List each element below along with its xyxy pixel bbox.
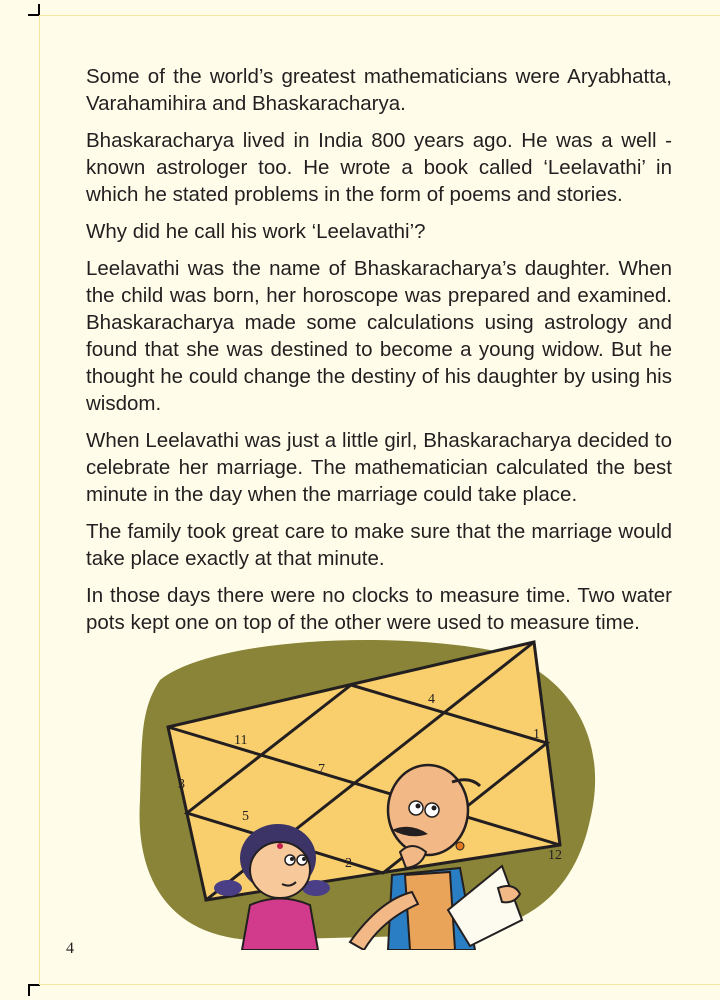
house-number-7: 7 xyxy=(318,762,325,777)
girl-pigtail-left xyxy=(214,880,242,896)
house-number-11: 11 xyxy=(234,733,248,748)
man-earring xyxy=(456,842,464,850)
man-pupil-right xyxy=(432,806,437,811)
paragraph-2: Bhaskaracharya lived in India 800 years ago. He was a well -known astrologer too. He wrote a book called ‘Leelavathi’ in which he stated problems in the form of poems and stories. xyxy=(86,129,672,206)
paragraph-1: Some of the world’s greatest mathematicians were Aryabhatta, Varahamihira and Bhaskaracharya. xyxy=(86,65,672,115)
man-eye-right xyxy=(425,803,439,817)
girl-pupil-left xyxy=(290,857,294,861)
horoscope-illustration xyxy=(130,630,600,950)
page-edge-bottom xyxy=(40,984,720,985)
page-edge-left xyxy=(39,15,40,985)
house-number-1: 1 xyxy=(533,727,540,742)
crop-mark-bottom-v xyxy=(28,984,30,996)
house-number-4: 4 xyxy=(428,692,435,707)
house-number-5: 5 xyxy=(242,809,249,824)
girl-pupil-right xyxy=(302,857,306,861)
man-eye-left xyxy=(409,801,423,815)
paragraph-4: Leelavathi was the name of Bhaskaracharya’s daughter. When the child was born, her horoscope was prepared and examined. Bhaskaracharya made some calculations using astrology and found that she was destined to become a young widow. But he thought he could change the destiny of his daughter by using his wisdom. xyxy=(86,257,672,415)
page-number: 4 xyxy=(66,940,74,957)
house-number-3: 3 xyxy=(178,777,185,792)
paragraph-3: Why did he call his work ‘Leelavathi’? xyxy=(86,220,426,243)
man-pupil-left xyxy=(416,804,421,809)
house-number-2: 2 xyxy=(345,856,352,871)
paragraph-5: When Leelavathi was just a little girl, Bhaskaracharya decided to celebrate her marriage. The mathematician calculated the best minute in the day when the marriage could take place. xyxy=(86,429,672,506)
girl-bindi xyxy=(277,843,283,849)
paragraph-6: The family took great care to make sure that the marriage would take place exactly at that minute. xyxy=(86,520,672,570)
girl-face xyxy=(250,842,310,898)
page-edge-top xyxy=(40,15,720,16)
paragraph-7: In those days there were no clocks to measure time. Two water pots kept one on top of the other were used to measure time. xyxy=(86,584,672,634)
story-text xyxy=(86,63,672,646)
girl-dress xyxy=(242,899,318,951)
house-number-12: 12 xyxy=(548,848,562,863)
